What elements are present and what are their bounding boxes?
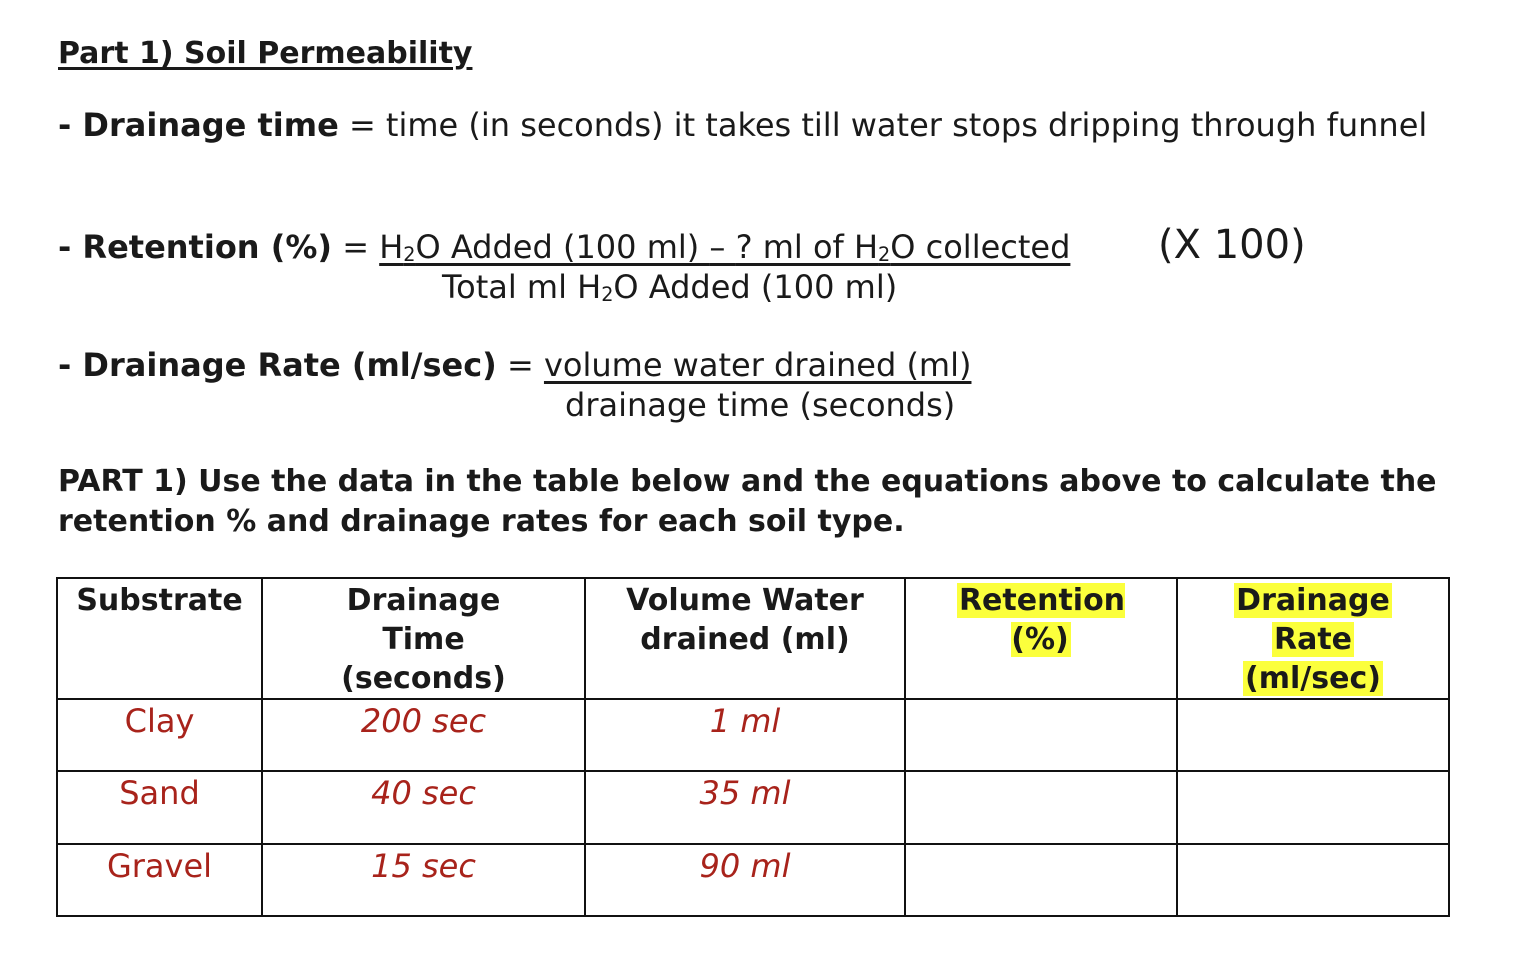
minus-sign: – [709,228,736,266]
drainage-time-text: time (in seconds) it takes till water stops dripping through funnel [385,106,1428,144]
retention-denominator [442,268,897,306]
retention-label: - Retention (%) [58,228,333,266]
table-row [57,771,1449,844]
header-retention [905,578,1177,699]
retention-numerator [379,228,1070,266]
substrate-cell: Sand [57,771,262,844]
equals-sign: = [332,228,380,266]
drainage-rate-cell[interactable] [1177,844,1449,916]
drainage-rate-numerator: volume water drained (ml) [543,346,972,384]
header-text: Drainage Time (seconds) [341,583,506,696]
table-row [57,699,1449,771]
highlighted-text: Drainage [1236,583,1390,618]
instructions: PART 1) Use the data in the table below and the equations above to calculate the retention % and drainage rates for each soil type. [58,464,1437,539]
retention-multiplier: (X 100) [1158,222,1306,268]
subscript: 2 [601,283,614,306]
text: O Added (100 ml) [415,228,710,266]
drainage-rate-denominator: drainage time (seconds) [565,386,956,424]
page-title: Part 1) Soil Permeability [58,36,473,71]
highlighted-text: Retention (%) [958,583,1126,657]
substrate-cell: Clay [57,699,262,771]
equals-sign: = [338,106,386,144]
text: ? ml of H [735,228,879,266]
text: Total ml H [442,268,602,306]
subscript: 2 [878,243,891,266]
soil-data-table [56,577,1450,917]
table-row [57,844,1449,916]
table-header-row [57,578,1449,699]
highlighted-text: Rate [1273,622,1353,657]
drainage-time-definition [58,106,1427,144]
header-volume [585,578,905,699]
header-substrate: Substrate [57,578,262,699]
volume-cell: 90 ml [585,844,905,916]
subscript: 2 [403,243,416,266]
highlighted-text: (ml/sec) [1245,661,1381,696]
header-drainage-time [262,578,585,699]
drainage-rate-label: - Drainage Rate (ml/sec) [58,346,497,384]
text: O Added (100 ml) [613,268,898,306]
retention-cell[interactable] [905,771,1177,844]
drainage-time-cell: 40 sec [262,771,585,844]
drainage-time-cell: 200 sec [262,699,585,771]
text: O collected [890,228,1071,266]
drainage-time-label: - Drainage time [58,106,339,144]
volume-cell: 1 ml [585,699,905,771]
drainage-rate-equation [58,346,971,384]
retention-cell[interactable] [905,844,1177,916]
header-text: Volume Water drained (ml) [626,583,864,657]
retention-cell[interactable] [905,699,1177,771]
drainage-time-cell: 15 sec [262,844,585,916]
retention-equation [58,228,1070,266]
equals-sign: = [496,346,544,384]
drainage-rate-cell[interactable] [1177,771,1449,844]
drainage-rate-cell[interactable] [1177,699,1449,771]
text: H [379,228,404,266]
header-drainage-rate [1177,578,1449,699]
substrate-cell: Gravel [57,844,262,916]
volume-cell: 35 ml [585,771,905,844]
